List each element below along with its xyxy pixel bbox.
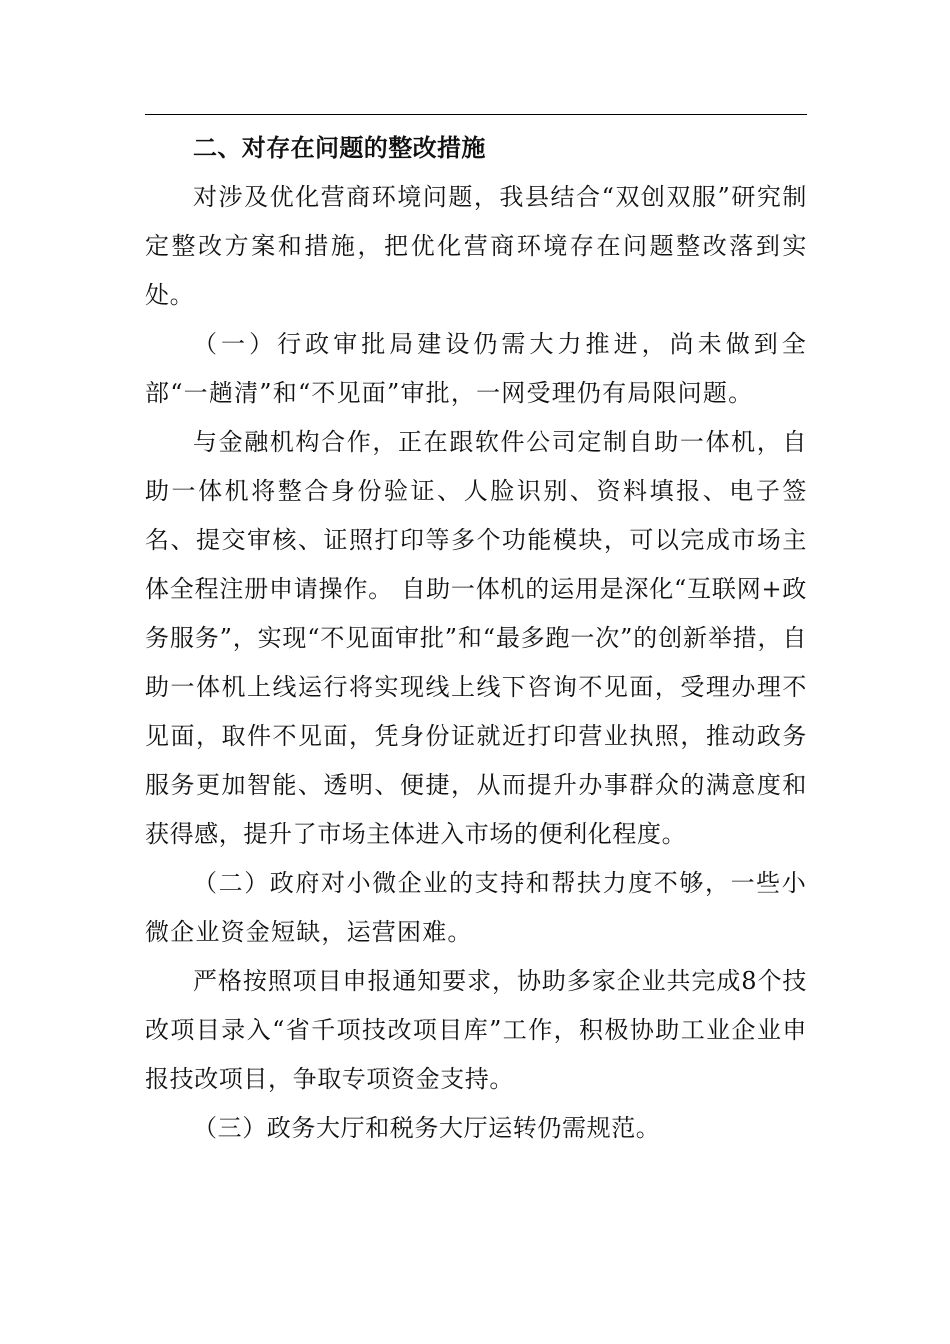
- paragraph-issue-2: （二）政府对小微企业的支持和帮扶力度不够，一些小微企业资金短缺，运营困难。: [145, 869, 807, 946]
- section-heading: 二、对存在问题的整改措施: [193, 134, 486, 162]
- paragraph-issue-3: （三）政务大厅和税务大厅运转仍需规范。: [193, 1114, 661, 1142]
- paragraph-measure-1: 与金融机构合作，正在跟软件公司定制自助一体机，自助一体机将整合身份验证、人脸识别、资料填报、电子签名、提交审核、证照打印等多个功能模块，可以完成市场主体全程注册申请操作。 自助一体机的运用是深化“互联网+政务服务”，实现“不见面审批”和“最多跑一次”的创新举措，自助一体机上线运行将实现线上线下咨询不见面，受理办理不见面，取件不见面，凭身份证就近打印营业执照，推动政务服务更加智能、透明、便捷，从而提升办事群众的满意度和获得感，提升了市场主体进入市场的便利化程度。: [145, 428, 807, 848]
- document-body: [145, 124, 807, 1153]
- paragraph-measure-2: 严格按照项目申报通知要求，协助多家企业共完成8个技改项目录入“省千项技改项目库”工作，积极协助工业企业申报技改项目，争取专项资金支持。: [145, 967, 807, 1093]
- paragraph-intro: 对涉及优化营商环境问题，我县结合“双创双服”研究制定整改方案和措施，把优化营商环境存在问题整改落到实处。: [145, 183, 807, 309]
- paragraph-issue-1: （一）行政审批局建设仍需大力推进，尚未做到全部“一趟清”和“不见面”审批，一网受理仍有局限问题。: [145, 330, 807, 407]
- header-rule: [145, 114, 807, 115]
